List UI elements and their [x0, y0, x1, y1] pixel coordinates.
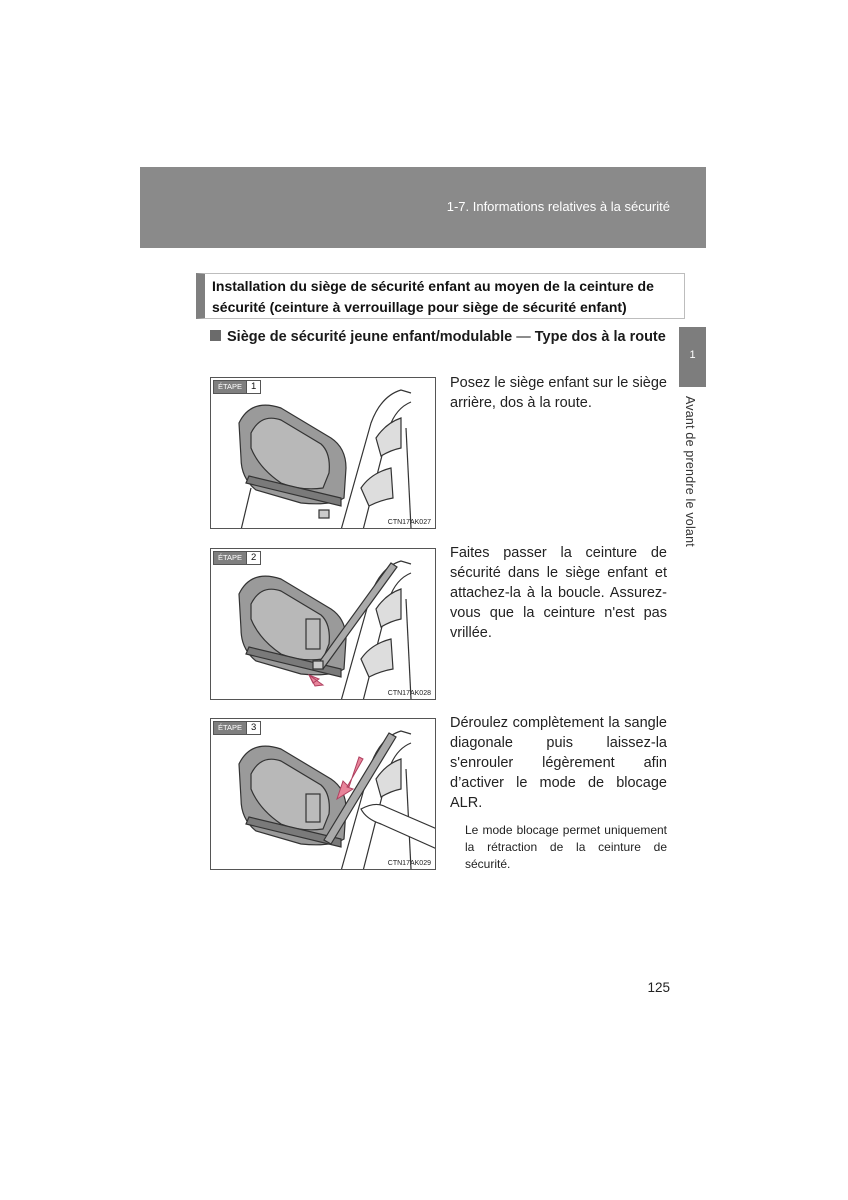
step-badge-label: ÉTAPE	[214, 381, 246, 393]
step-1-figure	[210, 377, 436, 529]
step-badge-number: 3	[246, 722, 260, 734]
chapter-label: Avant de prendre le volant	[683, 396, 697, 547]
chapter-tab[interactable]	[679, 327, 706, 387]
step-1-badge	[213, 380, 261, 394]
subheading-dash: —	[516, 329, 531, 345]
child-seat-alr-illustration	[211, 719, 436, 870]
subheading	[210, 326, 667, 348]
step-badge-label: ÉTAPE	[214, 552, 246, 564]
child-seat-illustration	[211, 378, 436, 529]
step-2-figure	[210, 548, 436, 700]
header-band	[140, 167, 706, 248]
subheading-part1: Siège de sécurité jeune enfant/modulable	[227, 329, 513, 345]
section-breadcrumb: 1-7. Informations relatives à la sécurité	[446, 199, 670, 214]
step-badge-number: 1	[246, 381, 260, 393]
step-3-note: Le mode blocage permet uniquement la rétraction de la ceinture de sécurité.	[465, 823, 667, 871]
figure-code: CTN17AK027	[387, 519, 431, 526]
figure-code: CTN17AK029	[387, 860, 431, 867]
step-3-badge	[213, 721, 261, 735]
child-seat-belt-illustration	[211, 549, 436, 700]
step-3-figure	[210, 718, 436, 870]
step-badge-number: 2	[246, 552, 260, 564]
chapter-number: 1	[689, 349, 696, 361]
step-2-badge	[213, 551, 261, 565]
page-number: 125	[647, 980, 670, 995]
figure-code: CTN17AK028	[387, 690, 431, 697]
step-3-text: Déroulez complètement la sangle diagonale puis laissez-la s'enrouler légèrement afin d’activer le mode de blocage ALR.	[450, 715, 667, 811]
step-1-text: Posez le siège enfant sur le siège arrière, dos à la route.	[450, 375, 667, 411]
arrow-icon	[309, 675, 323, 686]
step-badge-label: ÉTAPE	[214, 722, 246, 734]
section-title: Installation du siège de sécurité enfant au moyen de la ceinture de sécurité (ceinture à verrouillage pour siège de sécurité enfant)	[196, 273, 685, 319]
square-bullet-icon	[210, 330, 221, 341]
step-2-text: Faites passer la ceinture de sécurité dans le siège enfant et attachez-la à la boucle. Assurez-vous que la ceinture n'est pas vrillée.	[450, 545, 667, 641]
subheading-part2: Type dos à la route	[534, 329, 666, 345]
